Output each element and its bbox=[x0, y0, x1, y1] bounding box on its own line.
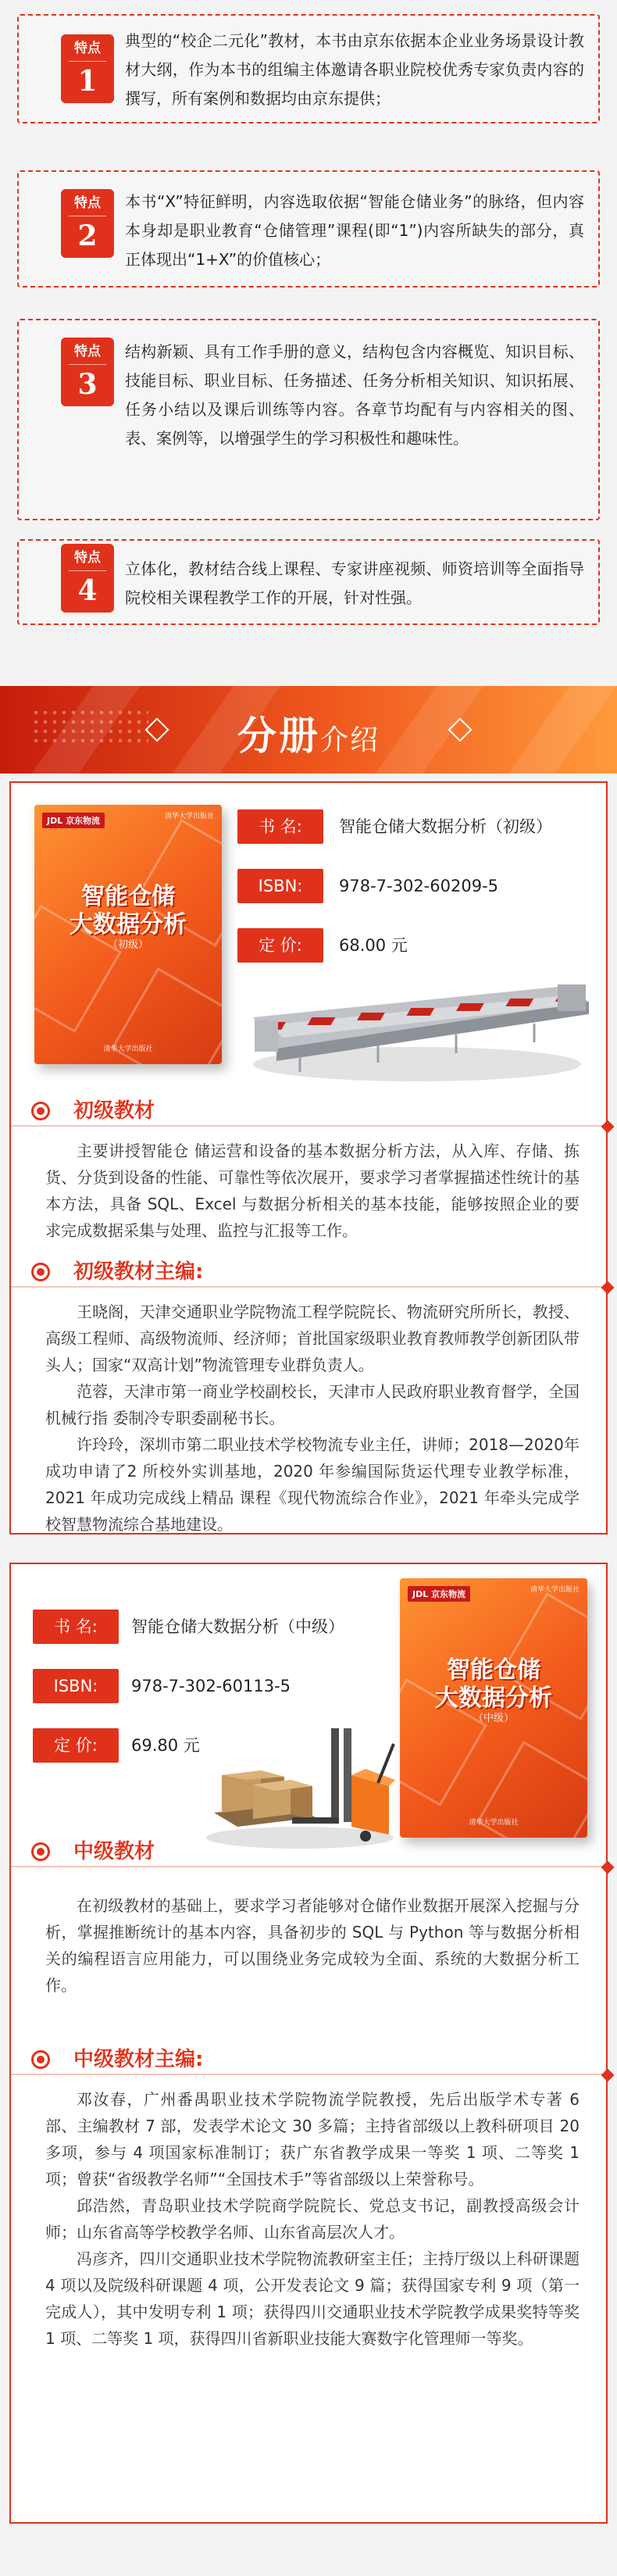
feature-card-1 bbox=[17, 14, 600, 123]
feature-card-3 bbox=[17, 319, 600, 520]
book-cover-intermediate: JDL 京东物流 清华大学出版社 智能仓储 大数据分析 （中级） 清华大学出版社 bbox=[400, 1578, 587, 1838]
section-header-basic-textbook: 初级教材 bbox=[11, 1095, 609, 1127]
isbn-label: ISBN: bbox=[237, 869, 323, 903]
volume-card-intermediate bbox=[9, 1563, 608, 2524]
price-value: 68.00 元 bbox=[339, 936, 408, 955]
diamond-icon bbox=[601, 1281, 615, 1295]
book-cover-basic: JDL 京东物流 清华大学出版社 智能仓储 大数据分析 （初级） 清华大学出版社 bbox=[34, 805, 222, 1064]
jdl-logo: JDL 京东物流 bbox=[42, 813, 105, 828]
feature-text: 结构新颖、具有工作手册的意义，结构包含内容概览、知识目标、技能目标、职业目标、任务描述、任务分析相关知识、知识拓展、任务小结以及课后训练等内容。各章节均配有与内容相关的图、表、案例等，以增强学生的学习积极性和趣味性。 bbox=[125, 342, 584, 448]
book-name-label: 书 名: bbox=[33, 1610, 119, 1644]
book-name: 智能仓储大数据分析（中级） bbox=[131, 1617, 344, 1636]
feature-text: 立体化，教材结合线上课程、专家讲座视频、师资培训等全面指导院校相关课程教学工作的开展，针对性强。 bbox=[125, 559, 584, 607]
book-name-label: 书 名: bbox=[237, 809, 323, 844]
feature-badge: 特点 4 bbox=[61, 544, 114, 613]
isbn-value: 978-7-302-60209-5 bbox=[339, 877, 499, 895]
section-banner bbox=[0, 686, 617, 774]
diamond-icon bbox=[601, 2069, 615, 2082]
intermediate-textbook-description: 在初级教材的基础上，要求学习者能够对仓储作业数据开展深入挖掘与分析，掌握推断统计的基本内容，具备初步的 SQL 与 Python 等与数据分析相关的编程语言应用能力，可以围绕业务完成较为全面、系统的大数据分析工作。 bbox=[45, 1896, 580, 1995]
feature-badge: 特点 2 bbox=[61, 189, 114, 258]
sorter-conveyor-illustration bbox=[237, 970, 597, 1088]
feature-text: 典型的“校企二元化”教材，本书由京东依据本企业业务场景设计教材大纲，作为本书的组编主体邀请各职业院校优秀专家负责内容的撰写，所有案例和数据均由京东提供； bbox=[125, 31, 584, 108]
basic-editors-list: 王晓阁，天津交通职业学院物流工程学院院长、物流研究所所长，教授、高级工程师、高级物流师、经济师；首批国家级职业教育教师教学创新团队带头人；国家“双高计划”物流管理专业群负责人。 范蓉，天津市第一商业学校副校长，天津市人民政府职业教育督学，全国机械行指 委制冷专职委副秘书长。 许玲玲，深圳市第二职业技术学校物流专业主任，讲师；2018—2020年成功申请了2 所校外实训基地，2020 年参编国际货运代理专业教学标准，2021 年成功完成线上精品 课程《现代物流综合作业》，2021 年牵头完成学校智慧物流综合基地建设。 bbox=[45, 1302, 580, 1534]
volume-card-basic bbox=[9, 781, 608, 1535]
jdl-logo: JDL 京东物流 bbox=[408, 1586, 470, 1602]
price-label: 定 价: bbox=[33, 1728, 119, 1763]
features-section bbox=[0, 0, 617, 680]
section-header-intermediate-editors: 中级教材主编: bbox=[11, 2044, 609, 2075]
feature-badge: 特点 3 bbox=[61, 338, 114, 406]
feature-badge: 特点 1 bbox=[61, 34, 114, 103]
intermediate-editors-list: 邓汝春，广州番禺职业技术学院物流学院教授，先后出版学术专著 6 部、主编教材 7 部，发表学术论文 30 多篇；主持省部级以上教科研项目 20 多项，参与 4 项国家标准制订；获广东省教学成果一等奖 1 项、二等奖 1 项；曾获“省级教学名师”“全国技术手”等省部级以上荣誉称号。 邱浩然，青岛职业技术学院商学院院长、党总支书记，副教授高级会计师；山东省高等学校教学名师、山东省高层次人才。 冯彦齐，四川交通职业技术学院物流教研室主任；主持厅级以上科研课题 4 项以及院级科研课题 4 项，公开发表论文 9 篇；获得国家专利 9 项（第一完成人），其中发明专利 1 项；获得四川交通职业技术学院教学成果奖特等奖 1 项、二等奖 1 项，获得四川省新职业技能大赛数字化管理师一等奖。 bbox=[45, 2090, 580, 2348]
section-header-basic-editors: 初级教材主编: bbox=[11, 1256, 609, 1288]
isbn-label: ISBN: bbox=[33, 1669, 119, 1703]
bullet-ring-icon bbox=[31, 1102, 50, 1120]
forklift-stacker-illustration bbox=[198, 1720, 401, 1853]
section-header-intermediate-textbook: 中级教材 bbox=[11, 1836, 609, 1867]
banner-title: 分册介绍 bbox=[237, 713, 380, 759]
basic-textbook-description: 主要讲授智能仓 储运营和设备的基本数据分析方法，从入库、存储、拣货、分货到设备的性能、可靠性等依次展开，要求学习者掌握描述性统计的基本方法，具备 SQL、Excel 与数据分析相关的基本技能，能够按照企业的要求完成数据采集与处理、监控与汇报等工作。 bbox=[45, 1142, 580, 1240]
feature-card-2 bbox=[17, 170, 600, 288]
bullet-ring-icon bbox=[31, 1263, 50, 1281]
bullet-ring-icon bbox=[31, 1842, 50, 1861]
book-name: 智能仓储大数据分析（初级） bbox=[339, 817, 552, 836]
diamond-icon bbox=[601, 1120, 615, 1134]
isbn-value: 978-7-302-60113-5 bbox=[131, 1677, 291, 1695]
feature-text: 本书“X”特征鲜明，内容选取依据“智能仓储业务”的脉络，但内容本身却是职业教育“仓储管理”课程(即“1”)内容所缺失的部分，真正体现出“1+X”的价值核心； bbox=[125, 192, 584, 269]
price-value: 69.80 元 bbox=[131, 1736, 200, 1755]
feature-card-4 bbox=[17, 539, 600, 625]
diamond-icon bbox=[601, 1861, 615, 1874]
bullet-ring-icon bbox=[31, 2050, 50, 2069]
price-label: 定 价: bbox=[237, 928, 323, 963]
